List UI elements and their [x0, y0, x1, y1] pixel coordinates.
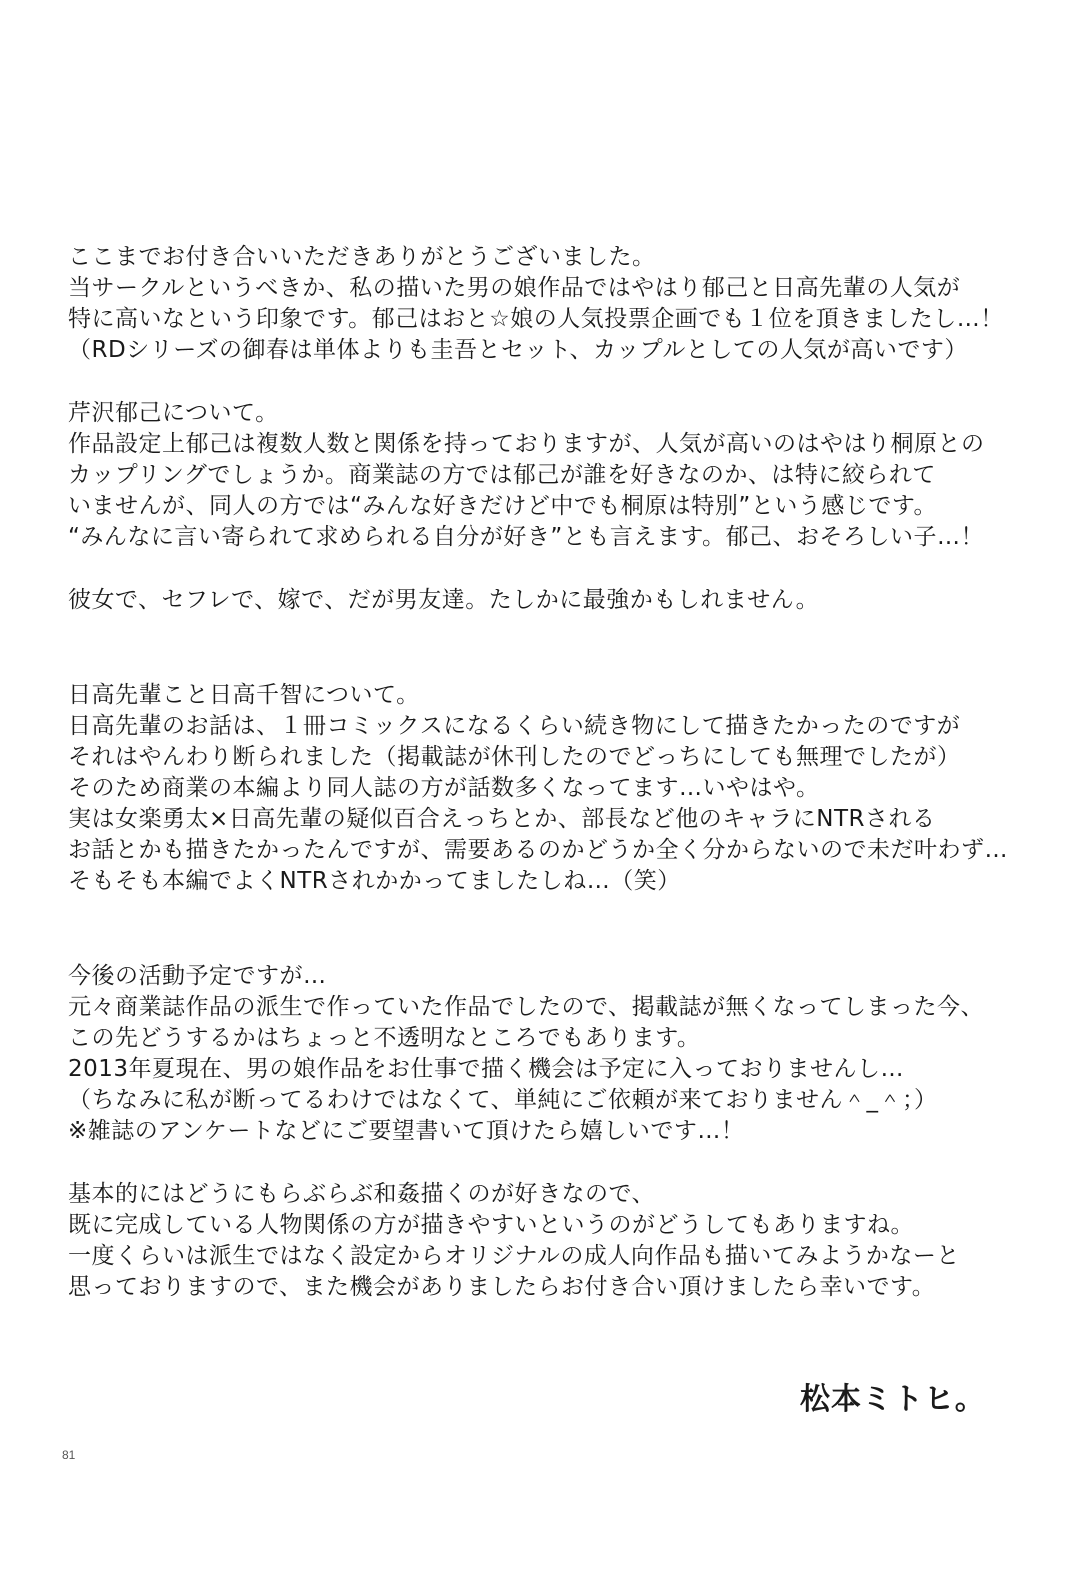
text-line: （RDシリーズの御春は単体よりも圭吾とセット、カップルとしての人気が高いです） [68, 337, 968, 363]
text-line: この先どうするかはちょっと不透明なところでもあります。 [68, 1025, 701, 1051]
text-line: ※雑誌のアンケートなどにご要望書いて頂けたら嬉しいです…！ [68, 1118, 745, 1144]
text-line: “みんなに言い寄られて求められる自分が好き”とも言えます。郁己、おそろしい子…！ [68, 524, 984, 550]
paragraph-spacer [68, 553, 1028, 585]
paragraph-strongest [68, 585, 1028, 616]
author-signature: 松本ミトヒ。 [800, 1382, 986, 1417]
text-line: 元々商業誌作品の派生で作っていた作品でしたので、掲載誌が無くなってしまった今、 [68, 994, 985, 1020]
text-line: いませんが、同人の方では“みんな好きだけど中でも桐原は特別”という感じです。 [68, 493, 937, 519]
paragraph-hidaka [68, 680, 1028, 897]
text-line: 思っておりますので、また機会がありましたらお付き合い頂けましたら幸いです。 [68, 1274, 936, 1300]
text-line: そもそも本編でよくNTRされかかってましたしね…（笑） [68, 868, 681, 894]
text-line: そのため商業の本編より同人誌の方が話数多くなってます…いやはや。 [68, 775, 820, 801]
text-line: （ちなみに私が断ってるわけではなくて、単純にご依頼が来ておりません＾_＾；） [68, 1087, 938, 1113]
text-line: 基本的にはどうにもらぶらぶ和姦描くのが好きなので、 [68, 1181, 656, 1207]
text-line: それはやんわり断られました（掲載誌が休刊したのでどっちにしても無理でしたが） [68, 744, 961, 770]
text-line: 特に高いなという印象です。郁己はおと☆娘の人気投票企画でも１位を頂きましたし…！ [68, 306, 1004, 332]
afterword-text [68, 242, 1028, 1303]
paragraph-spacer [68, 616, 1028, 680]
text-line: お話とかも描きたかったんですが、需要あるのかどうか全く分からないので未だ叶わず… [68, 837, 1008, 863]
text-line: カップリングでしょうか。商業誌の方では郁己が誰を好きなのか、は特に絞られて [68, 462, 936, 488]
text-line: 2013年夏現在、男の娘作品をお仕事で描く機会は予定に入っておりませんし… [68, 1056, 905, 1082]
text-line: 今後の活動予定ですが… [68, 963, 327, 989]
text-line: 実は女楽勇太×日高先輩の疑似百合えっちとか、部長など他のキャラにNTRされる [68, 806, 936, 832]
text-line: ここまでお付き合いいただきありがとうございました。 [68, 244, 656, 270]
text-line: 一度くらいは派生ではなく設定からオリジナルの成人向作品も描いてみようかなーと [68, 1243, 960, 1269]
paragraph-serizawa [68, 398, 1028, 553]
text-line: 作品設定上郁己は複数人数と関係を持っておりますが、人気が高いのはやはり桐原との [68, 431, 985, 457]
paragraph-closing [68, 1179, 1028, 1303]
text-line: 既に完成している人物関係の方が描きやすいというのがどうしてもありますね。 [68, 1212, 914, 1238]
text-line: 彼女で、セフレで、嫁で、だが男友達。たしかに最強かもしれません。 [68, 587, 820, 613]
paragraph-spacer [68, 366, 1028, 398]
text-line: 日高先輩のお話は、１冊コミックスになるくらい続き物にして描きたかったのですが [68, 713, 961, 739]
paragraph-spacer [68, 1147, 1028, 1179]
text-line: 当サークルというべきか、私の描いた男の娘作品ではやはり郁己と日高先輩の人気が [68, 275, 961, 301]
text-line: 芹沢郁己について。 [68, 400, 279, 426]
paragraph-future-plans [68, 961, 1028, 1147]
paragraph-spacer [68, 897, 1028, 961]
page-number: 81 [62, 1448, 76, 1462]
paragraph-thanks [68, 242, 1028, 366]
text-line: 日高先輩こと日高千智について。 [68, 682, 420, 708]
